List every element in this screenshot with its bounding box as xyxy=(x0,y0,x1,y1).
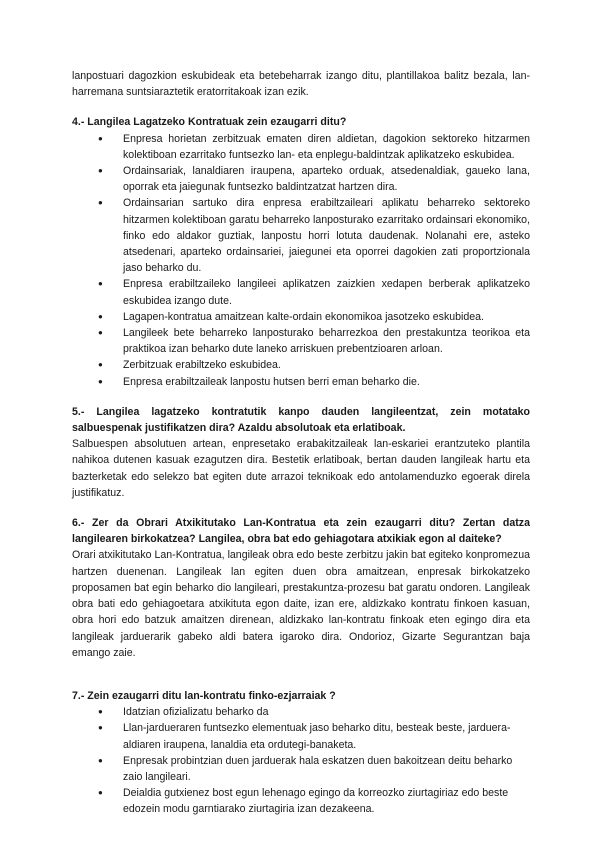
section-5-body: Salbuespen absolutuen artean, enpresetako erabakitzaileak lan-eskariei erantzuteko plantila nahikoa dutenen kasuak ezagutzen dira. Bestetik erlatiboak, bertan dauden langileak hartu eta bazterketak edo selekzo bat egiten dute arrazoi teknikoak edo antolamenduzko egoerak direla justifikatuz. xyxy=(72,438,530,499)
section-4-heading: 4.- Langilea Lagatzeko Kontratuak zein ezaugarri ditu? xyxy=(72,116,347,129)
list-item: ● Ordainsariak, lanaldiaren iraupena, aparteko orduak, atsedenaldiak, gaueko lana, oporrak eta jaiegunak funtsezko baldintzatzat hartzen dira. xyxy=(98,163,530,195)
list-item: ● Enpresa erabiltzaileak lanpostu hutsen berri eman beharko die. xyxy=(98,374,530,390)
list-item: ● Ordainsarian sartuko dira enpresa erabiltzaileari aplikatu beharreko sektoreko hitzarmen kolektiboan garatu beharreko lanposturako ezarritako ordainsari ekonomiko, finko edo aldakor guztiak, lanpostu horri lotuta daudenak. Nolanahi ere, asteko atsedenari, aparteko ordainsariei, jaiegunei eta oporrei dagokien zati proportzionala jaso beharko du. xyxy=(98,195,530,276)
list-item: ● Lagapen-kontratua amaitzean kalte-ordain ekonomikoa jasotzeko eskubidea. xyxy=(98,309,530,325)
section-6-body: Orari atxikitutako Lan-Kontratua, langileak obra edo beste zerbitzu jakin bat egiteko konpromezua hartzen duenenan. Langileak lan egiten duen obra amaitzean, enpresak birkokatzeko proposamen bat egin beharko dio langileari, prestakuntza-prozesu bat garatu ondoren. Langileak obra bati edo gehiagoetara atxikituta egon daite, izan ere, aldizkako kontratu finkoen kasuan, obra hori edo batzuk amaitzen direnean, aldizkako lan-kontratu finkoak eten egingo dira eta langileak jarduerarik gabeko aldi batera igaroko dira. Ondorioz, Gizarte Segurantzan baja emango zaie. xyxy=(72,549,530,659)
section-6-heading: 6.- Zer da Obrari Atxikitutako Lan-Kontratua eta zein ezaugarri ditu? Zertan datza langilearen birkokatzea? Langilea, obra bat edo gehiagotara atxikiak egon al daiteke? xyxy=(72,517,530,546)
section-7-list xyxy=(72,704,530,817)
section-4-list xyxy=(72,131,530,390)
section-5-heading: 5.- Langilea lagatzeko kontratutik kanpo dauden langileentzat, zein motatako salbuespenak justifikatzen dira? Azaldu absolutoak eta erlatiboak. xyxy=(72,405,530,435)
list-item: ● Enpresa horietan zerbitzuak ematen diren aldietan, dagokion sektoreko hitzarmen kolektiboan ezarritako funtsezko lan- eta enplegu-baldintzak aplikatzeko eskubidea. xyxy=(98,131,530,163)
document-page xyxy=(72,68,530,818)
list-item: ● Deialdia gutxienez bost egun lehenago egingo da korreozko ziurtagiriaz edo beste edozein modu garntiarako ziurtagiria izan dezakeena. xyxy=(98,785,530,817)
section-7-heading: 7.- Zein ezaugarri ditu lan-kontratu finko-ezjarraiak ? xyxy=(72,689,336,702)
list-item: ● Enpresa erabiltzaileko langileei aplikatzen zaizkien xedapen berberak aplikatzeko eskubidea izango dute. xyxy=(98,276,530,308)
intro-paragraph: lanpostuari dagozkion eskubideak eta betebeharrak izango ditu, plantillakoa balitz bezala, lan-harremana suntsiaraztetik eratorritakoak izan ezik. xyxy=(72,70,530,99)
list-item: ● Llan-jardueraren funtsezko elementuak jaso beharko ditu, besteak beste, jarduera-aldiaren iraupena, lanaldia eta ordutegi-banaketa. xyxy=(98,720,530,752)
list-item: ● Enpresak probintzian duen jarduerak hala eskatzen duen bakoitzean deitu beharko zaio langileari. xyxy=(98,753,530,785)
list-item: ● Zerbitzuak erabiltzeko eskubidea. xyxy=(98,357,530,373)
list-item: ● Idatzian ofizializatu beharko da xyxy=(98,704,530,720)
list-item: ● Langileek bete beharreko lanposturako beharrezkoa den prestakuntza teorikoa eta praktikoa izan beharko dute laneko arriskuen prebentzioaren arloan. xyxy=(98,325,530,357)
